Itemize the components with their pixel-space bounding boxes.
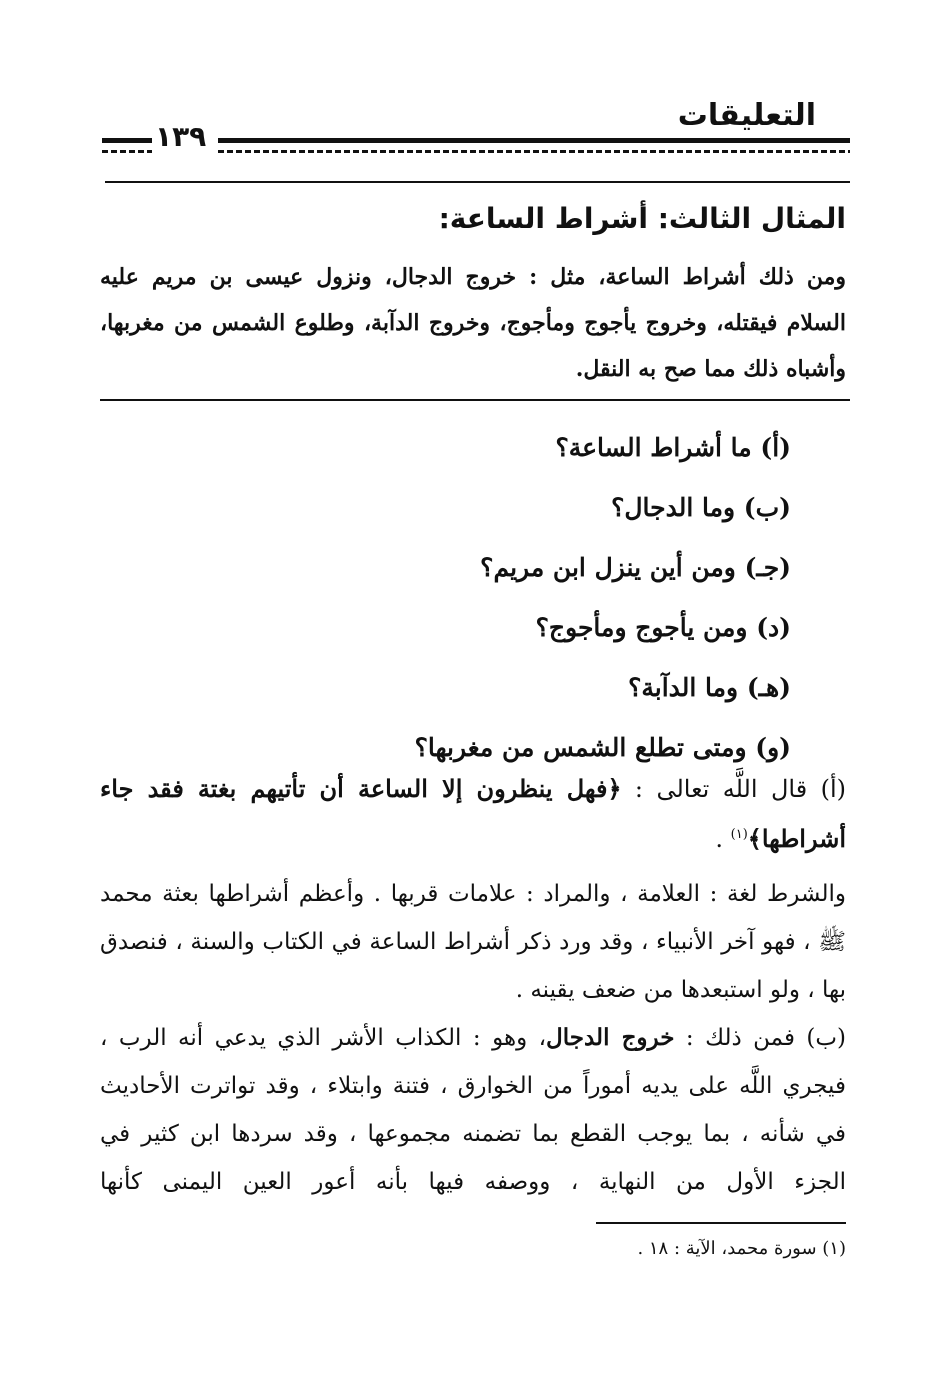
header-rule-left-dashed <box>102 150 152 153</box>
page-number: ١٣٩ <box>155 120 207 153</box>
question-item: (هـ) وما الدآبة؟ <box>628 673 791 702</box>
section-heading: المثال الثالث: أشراط الساعة: <box>438 202 846 235</box>
answer-b-emphasis: خروج الدجال <box>546 1024 675 1051</box>
footnote: (١) سورة محمد، الآية : ١٨ . <box>637 1238 846 1259</box>
header-rule-main-dashed <box>218 150 850 153</box>
question-item: (ب) وما الدجال؟ <box>611 493 791 522</box>
question-item: (أ) ما أشراط الساعة؟ <box>555 433 791 462</box>
header-rule-main <box>218 138 850 143</box>
footnote-reference[interactable]: (١) <box>730 827 748 842</box>
question-item: (و) ومتى تطلع الشمس من مغربها؟ <box>414 733 791 762</box>
answer-b-text: ، وهو : الكذاب الأشر الذي يدعي أنه الرب ، فيجري اللَّه على يديه أموراً من الخوارق ، فتنة وابتلاء ، وقد تواترت الأحاديث في شأنه ، بما يوجب القطع بما تضمنه مجموعها ، وقد سردها ابن كثير في الجزء الأول من النهاية ، ووصفه فيها بأنه أعور العين اليمنى كأنها <box>100 1025 846 1195</box>
answer-a-prefix: (أ) قال اللَّه تعالى : <box>621 775 846 803</box>
question-item: (جـ) ومن أين ينزل ابن مريم؟ <box>480 553 791 582</box>
definition-paragraph: والشرط لغة : العلامة ، والمراد : علامات قربها . وأعظم أشراطها بعثة محمد ﷺ ، فهو آخر الأنبياء ، وقد ورد ذكر أشراط الساعة في الكتاب والسنة ، فنصدق بها ، ولو استبعدها من ضعف يقينه . <box>100 881 846 1003</box>
intro-paragraph: ومن ذلك أشراط الساعة، مثل : خروج الدجال، ونزول عيسى بن مريم عليه السلام فيقتله، وخروج يأجوج ومأجوج، وخروج الدآبة، وطلوع الشمس من مغربها، وأشباه ذلك مما صح به النقل. <box>100 264 846 382</box>
question-item: (د) ومن يأجوج ومأجوج؟ <box>535 613 791 642</box>
footnote-rule <box>596 1222 846 1224</box>
quran-verse: ﴿فهل ينظرون إلا الساعة أن تأتيهم بغتة فقد جاء أشراطها﴾ <box>100 774 846 853</box>
running-title: التعليقات <box>677 98 816 133</box>
header-divider <box>105 181 850 183</box>
answer-b-prefix: (ب) فمن ذلك : <box>674 1025 846 1051</box>
header-rule-left <box>102 138 152 143</box>
intro-divider <box>100 399 850 401</box>
answer-b <box>100 1014 846 1206</box>
question-list <box>415 418 791 778</box>
answer-a <box>100 766 846 862</box>
answer-a-suffix: . <box>715 825 731 853</box>
